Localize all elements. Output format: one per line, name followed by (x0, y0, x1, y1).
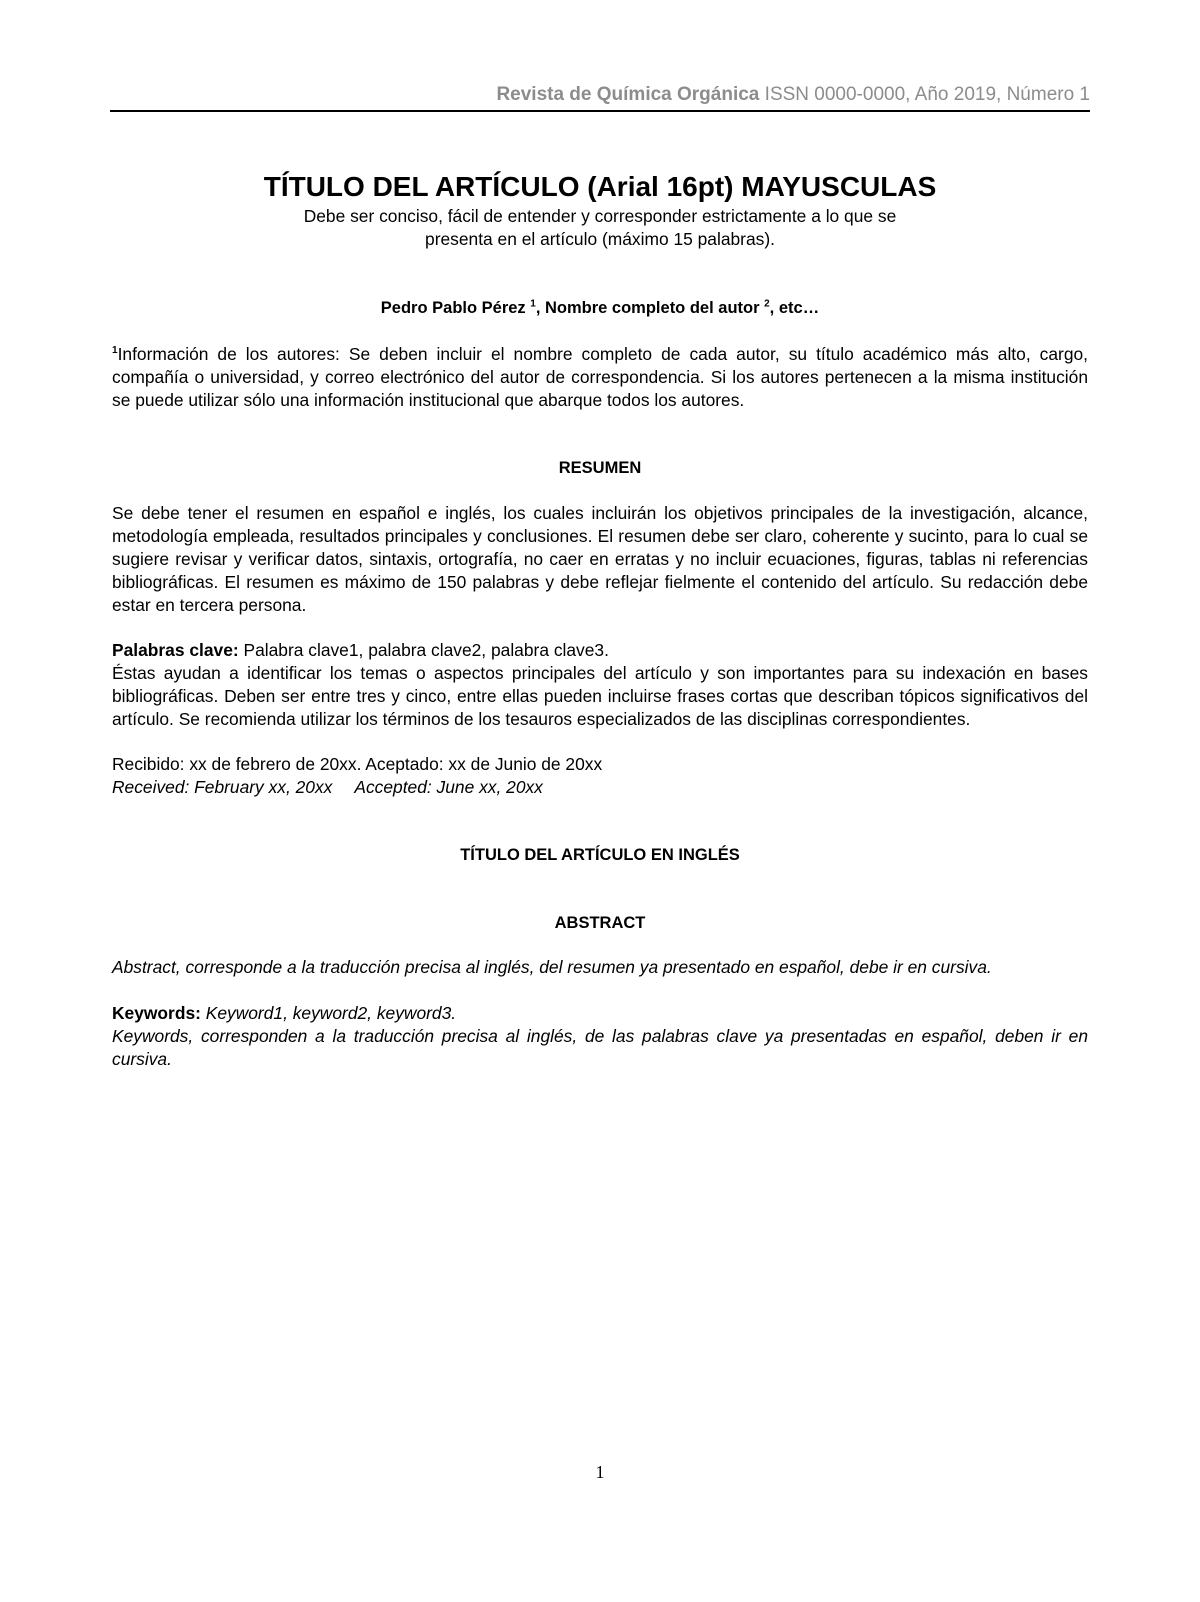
palabras-clave-values: Palabra clave1, palabra clave2, palabra clave3. (238, 640, 609, 660)
palabras-clave-description: Éstas ayudan a identificar los temas o aspectos principales del artículo y son importantes para su indexación en bases bibliográficas. Deben ser entre tres y cinco, entre ellas pueden incluirse frases cortas que describan tópicos significativos del artículo. Se recomienda utilizar los términos de los tesauros especializados de las disciplinas correspondientes. (112, 663, 1088, 729)
running-header (110, 84, 1090, 106)
received-date-en: Received: February xx, 20xx (112, 777, 333, 797)
english-title-heading: TÍTULO DEL ARTÍCULO EN INGLÉS (460, 846, 740, 864)
affiliation-mark: 1 (112, 345, 118, 357)
resumen-heading: RESUMEN (558, 459, 642, 477)
keywords-label: Keywords: (112, 1003, 201, 1023)
affiliation-text: Información de los autores: Se deben incluir el nombre completo de cada autor, su título académico más alto, cargo, compañía o universidad, y correo electrónico del autor de correspondencia. Si los autores pertenecen a la misma institución se puede utilizar sólo una información institucional que abarque todos los autores. (112, 344, 1088, 410)
keywords (112, 1002, 1088, 1025)
journal-name: Revista de Química Orgánica (496, 84, 760, 105)
keywords-description: Keywords, corresponden a la traducción precisa al inglés, de las palabras clave ya presentadas en español, deben ir en cursiva. (112, 1026, 1088, 1069)
author-2-affil-mark: 2 (764, 298, 770, 310)
palabras-clave (112, 639, 1088, 662)
keywords-values: Keyword1, keyword2, keyword3. (200, 1003, 457, 1023)
author-list (112, 297, 1088, 319)
author-etc: , etc… (769, 299, 820, 317)
issue-info: ISSN 0000-0000, Año 2019, Número 1 (759, 84, 1090, 105)
author-affiliation (112, 343, 1088, 412)
article-body (112, 170, 1088, 1071)
author-1-affil-mark: 1 (530, 298, 536, 310)
resumen-body: Se debe tener el resumen en español e inglés, los cuales incluirán los objetivos principales de la investigación, alcance, metodología empleada, resultados principales y conclusiones. El resumen debe ser claro, coherente y sucinto, para lo cual se sugiere revisar y verificar datos, sintaxis, ortografía, no caer en erratas y no incluir ecuaciones, figuras, tablas ni referencias bibliográficas. El resumen es máximo de 150 palabras y debe reflejar fielmente el contenido del artículo. Su redacción debe estar en tercera persona. (112, 503, 1088, 615)
title-instructions (112, 205, 1088, 251)
header-rule (110, 110, 1090, 112)
article-title: TÍTULO DEL ARTÍCULO (Arial 16pt) MAYUSCULAS (263, 171, 937, 202)
abstract-heading: ABSTRACT (554, 914, 646, 932)
dates-spanish: Recibido: xx de febrero de 20xx. Aceptado: xx de Junio de 20xx (112, 754, 603, 774)
author-1: Pedro Pablo Pérez (380, 299, 531, 317)
palabras-clave-label: Palabras clave: (112, 640, 239, 660)
title-instructions-line2: presenta en el artículo (máximo 15 palabras). (425, 229, 775, 249)
author-2: , Nombre completo del autor (535, 299, 765, 317)
accepted-date-en: Accepted: June xx, 20xx (354, 777, 543, 797)
dates-english (112, 776, 1088, 799)
abstract-body: Abstract, corresponde a la traducción precisa al inglés, del resumen ya presentado en español, debe ir en cursiva. (112, 957, 992, 977)
title-instructions-line1: Debe ser conciso, fácil de entender y corresponder estrictamente a lo que se (303, 206, 897, 226)
page-number: 1 (595, 1462, 605, 1482)
